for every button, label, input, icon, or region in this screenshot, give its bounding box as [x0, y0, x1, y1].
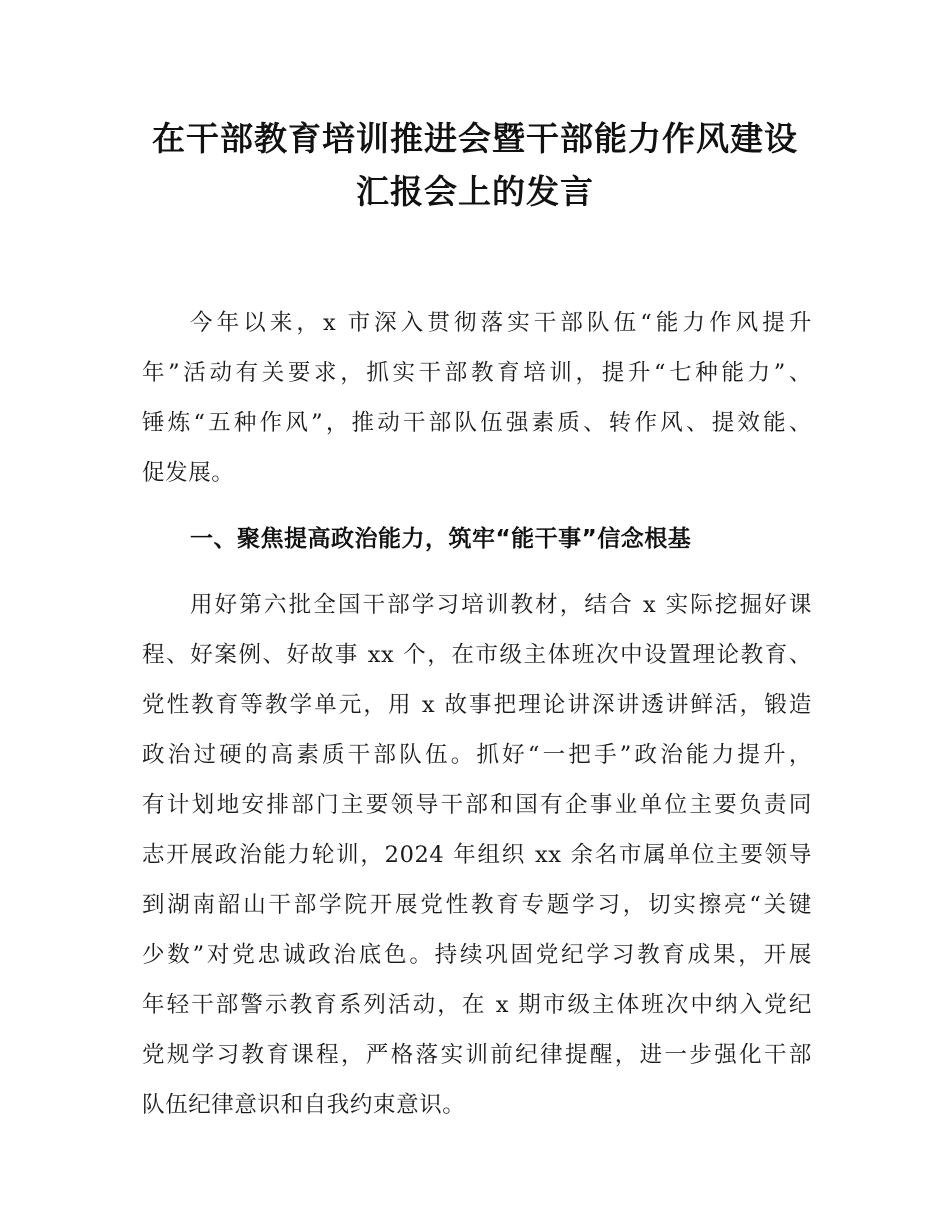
paragraph-line: 到湖南韶山干部学院开展党性教育专题学习，切实擦亮“关键 — [142, 892, 812, 918]
paragraph-line: 政治过硬的高素质干部队伍。抓好“一把手”政治能力提升， — [142, 742, 812, 768]
section-heading-1: 一、聚焦提高政治能力，筑牢“能干事”信念根基 — [190, 526, 692, 552]
paragraph-line: 志开展政治能力轮训，2024 年组织 xx 余名市属单位主要领导 — [142, 842, 812, 868]
paragraph-section-1 — [142, 580, 812, 1130]
paragraph-line: 今年以来，x 市深入贯彻落实干部队伍“能力作风提升 — [190, 310, 812, 336]
paragraph-line: 少数”对党忠诚政治底色。持续巩固党纪学习教育成果，开展 — [142, 942, 812, 968]
paragraph-line: 党性教育等教学单元，用 x 故事把理论讲深讲透讲鲜活，锻造 — [142, 692, 812, 718]
paragraph-line: 年”活动有关要求，抓实干部教育培训，提升“七种能力”、 — [142, 360, 812, 386]
paragraph-line: 党规学习教育课程，严格落实训前纪律提醒，进一步强化干部 — [142, 1042, 812, 1068]
paragraph-line: 有计划地安排部门主要领导干部和国有企事业单位主要负责同 — [142, 792, 812, 818]
paragraph-line: 锤炼“五种作风”，推动干部队伍强素质、转作风、提效能、 — [142, 410, 812, 436]
paragraph-line: 用好第六批全国干部学习培训教材，结合 x 实际挖掘好课 — [190, 592, 812, 618]
paragraph-line: 队伍纪律意识和自我约束意识。 — [142, 1092, 466, 1118]
title-line-1: 在干部教育培训推进会暨干部能力作风建设 — [152, 119, 798, 158]
paragraph-line: 促发展。 — [142, 460, 235, 486]
paragraph-line: 程、好案例、好故事 xx 个，在市级主体班次中设置理论教育、 — [142, 642, 812, 668]
paragraph-line: 年轻干部警示教育系列活动，在 x 期市级主体班次中纳入党纪 — [142, 992, 812, 1018]
document-title — [100, 112, 850, 218]
paragraph-intro — [142, 298, 812, 498]
title-line-2: 汇报会上的发言 — [356, 172, 594, 211]
